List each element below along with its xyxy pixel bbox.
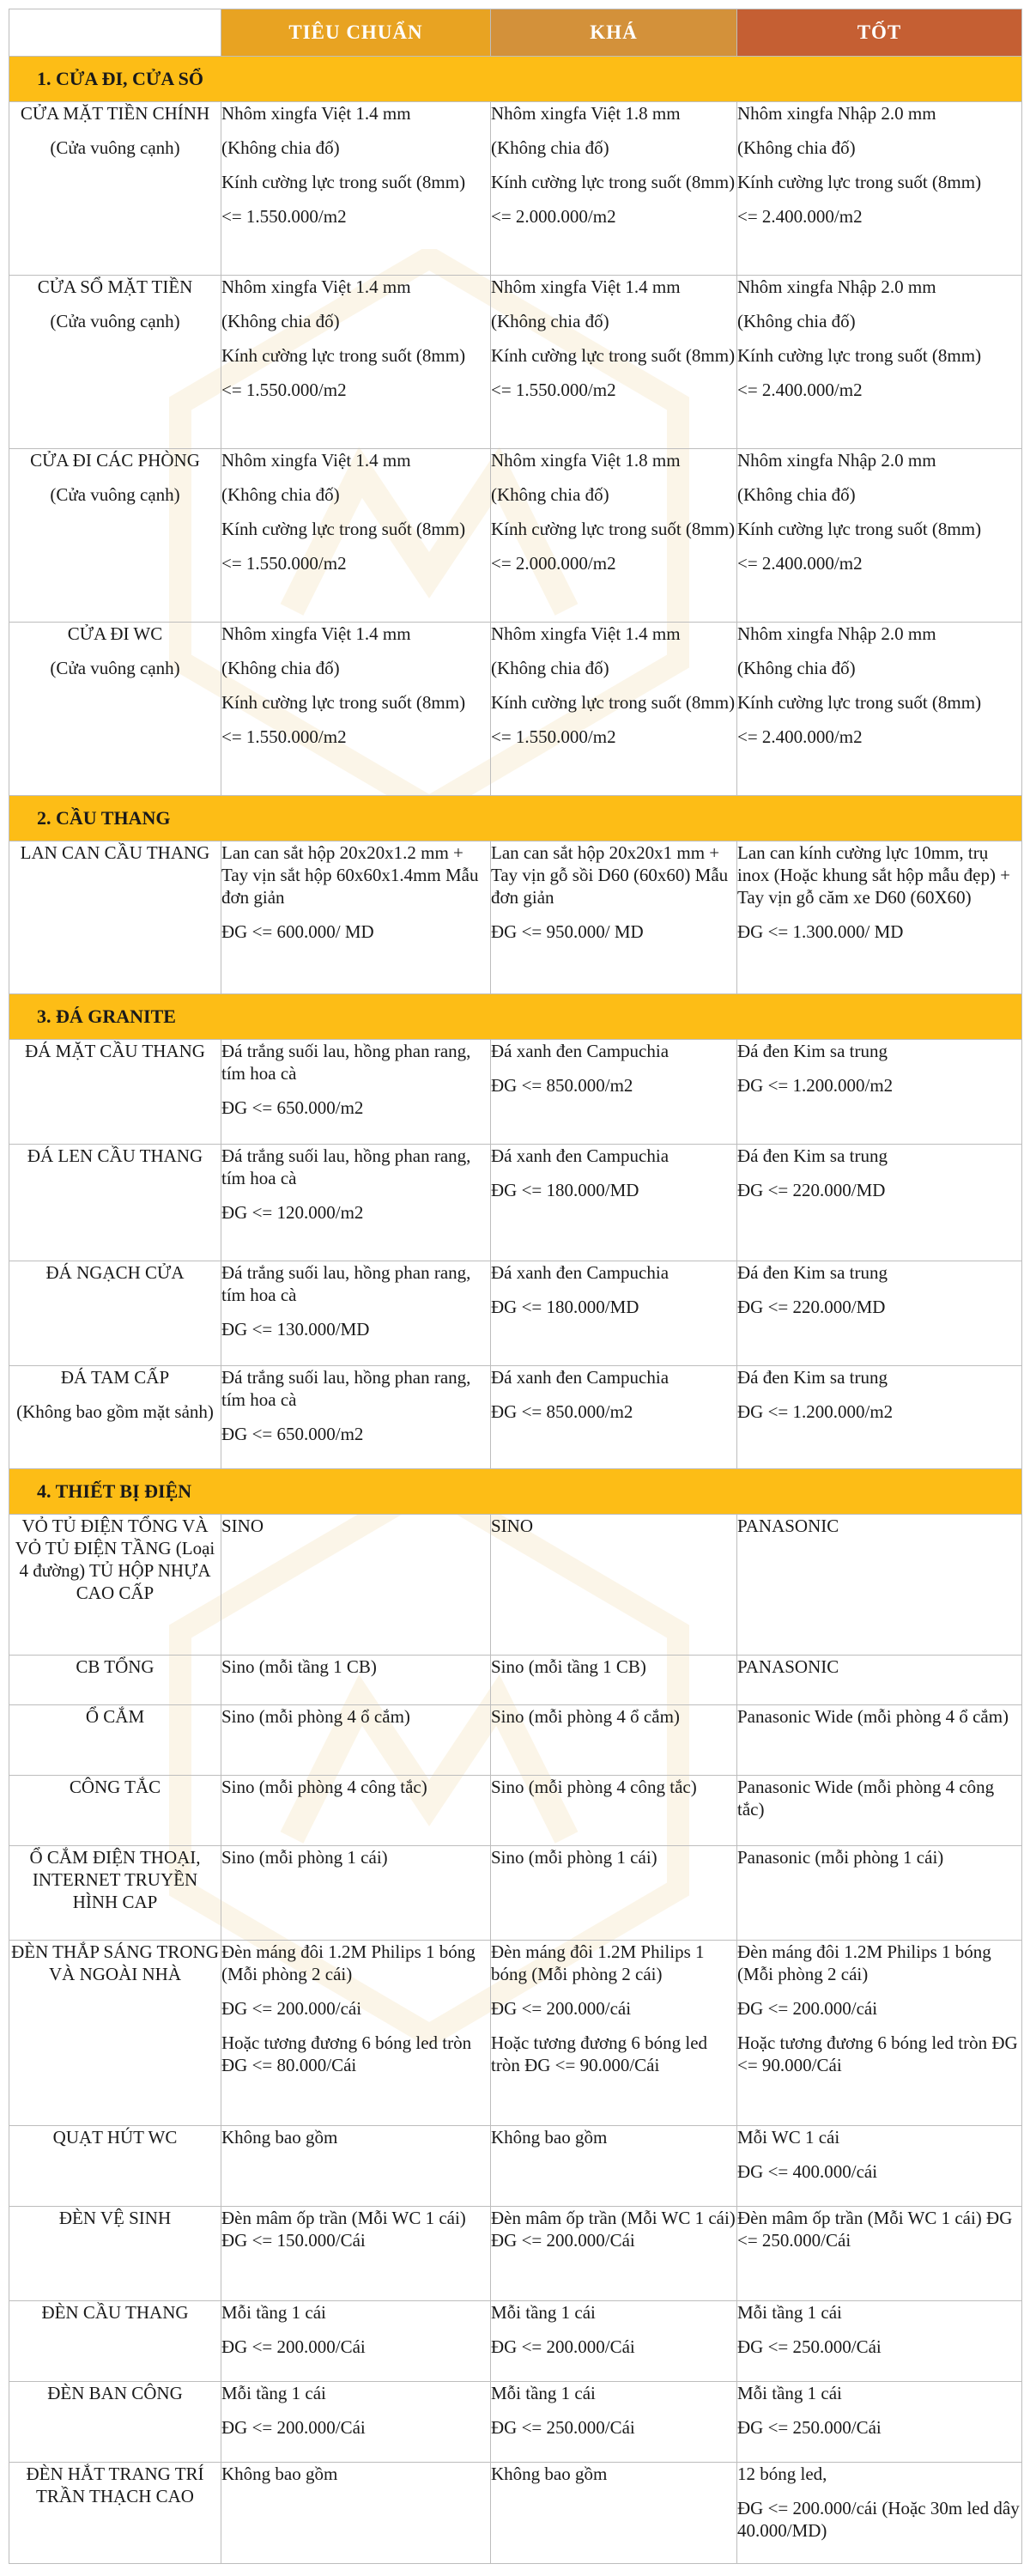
cell-tieu-chuan — [221, 2207, 491, 2301]
table-row — [9, 2301, 1022, 2382]
cell-line: (Không chia đố) — [491, 658, 609, 678]
table-row — [9, 1040, 1022, 1145]
cell-line: (Không chia đố) — [221, 658, 340, 678]
cell-line: Nhôm xingfa Nhập 2.0 mm — [737, 450, 936, 471]
cell-line: Đá đen Kim sa trung — [737, 1262, 888, 1283]
cell-line: 12 bóng led, — [737, 2464, 827, 2484]
table-row — [9, 1776, 1022, 1846]
cell-line: (Không chia đố) — [737, 484, 856, 505]
cell-kha — [491, 1515, 737, 1656]
row-label-cell — [9, 1656, 221, 1705]
cell-line: ĐG <= 120.000/m2 — [221, 1202, 364, 1223]
spec-body — [9, 57, 1022, 2564]
section-title: 2. CẦU THANG — [9, 796, 1022, 841]
row-sublabel: (Cửa vuông cạnh) — [50, 311, 180, 331]
section-title: 1. CỬA ĐI, CỬA SỔ — [9, 57, 1022, 102]
cell-line: ĐG <= 200.000/cái — [491, 1998, 632, 2019]
table-row — [9, 2382, 1022, 2463]
cell-line: ĐG <= 200.000/Cái — [221, 2336, 366, 2357]
row-label: ĐÁ LEN CẦU THANG — [27, 1145, 203, 1166]
cell-tot — [737, 623, 1022, 796]
row-label-cell — [9, 2463, 221, 2564]
cell-line: (Không chia đố) — [737, 658, 856, 678]
row-label: VỎ TỦ ĐIỆN TỔNG VÀ VỎ TỦ ĐIỆN TẦNG (Loại 4 đường) TỦ HỘP NHỰA CAO CẤP — [15, 1516, 215, 1603]
row-sublabel: (Cửa vuông cạnh) — [50, 137, 180, 158]
cell-tieu-chuan — [221, 2301, 491, 2382]
cell-kha — [491, 1705, 737, 1776]
cell-kha — [491, 276, 737, 449]
cell-line: <= 1.550.000/m2 — [221, 380, 347, 400]
cell-kha — [491, 2301, 737, 2382]
cell-line: <= 1.550.000/m2 — [491, 380, 616, 400]
cell-line: Kính cường lực trong suốt (8mm) — [221, 692, 466, 713]
cell-line: Đá đen Kim sa trung — [737, 1145, 888, 1166]
cell-tot — [737, 1366, 1022, 1469]
cell-tot — [737, 2382, 1022, 2463]
cell-line: ĐG <= 850.000/m2 — [491, 1075, 633, 1096]
table-row — [9, 1941, 1022, 2126]
cell-line: Kính cường lực trong suốt (8mm) — [491, 692, 736, 713]
row-label-cell — [9, 1846, 221, 1941]
cell-line: Kính cường lực trong suốt (8mm) — [737, 345, 982, 366]
cell-line: Lan can sắt hộp 20x20x1 mm + Tay vịn gỗ sồi D60 (60x60) Mẫu đơn giản — [491, 842, 729, 908]
cell-line: Sino (mỗi phòng 4 ổ cắm) — [491, 1706, 680, 1727]
row-label: CỬA ĐI WC — [67, 623, 163, 644]
cell-line: Đá xanh đen Campuchia — [491, 1262, 670, 1283]
row-label-cell — [9, 1515, 221, 1656]
cell-line: SINO — [491, 1516, 534, 1536]
cell-tieu-chuan — [221, 2463, 491, 2564]
cell-line: Mỗi tầng 1 cái — [221, 2383, 326, 2403]
table-row — [9, 1515, 1022, 1656]
cell-line: Đèn máng đôi 1.2M Philips 1 bóng (Mỗi phòng 2 cái) — [221, 1941, 476, 1984]
cell-line: Panasonic Wide (mỗi phòng 4 công tắc) — [737, 1777, 995, 1820]
cell-line: Không bao gồm — [491, 2464, 608, 2484]
cell-line: Đá xanh đen Campuchia — [491, 1145, 670, 1166]
cell-line: ĐG <= 1.300.000/ MD — [737, 921, 904, 942]
row-sublabel: (Cửa vuông cạnh) — [50, 658, 180, 678]
cell-line: ĐG <= 220.000/MD — [737, 1297, 886, 1317]
cell-line: Kính cường lực trong suốt (8mm) — [221, 345, 466, 366]
table-row — [9, 1656, 1022, 1705]
cell-line: (Không chia đố) — [221, 311, 340, 331]
row-label: Ổ CẮM — [85, 1706, 145, 1727]
cell-tieu-chuan — [221, 1705, 491, 1776]
row-label: ĐÈN HẮT TRANG TRÍ TRẦN THẠCH CAO — [26, 2464, 204, 2506]
cell-tot — [737, 102, 1022, 276]
cell-tot — [737, 1515, 1022, 1656]
cell-tot — [737, 2207, 1022, 2301]
row-label: CÔNG TẮC — [69, 1777, 161, 1797]
cell-line: (Không chia đố) — [221, 137, 340, 158]
cell-tieu-chuan — [221, 1776, 491, 1846]
row-label-cell — [9, 1040, 221, 1145]
cell-tieu-chuan — [221, 276, 491, 449]
cell-tieu-chuan — [221, 1261, 491, 1366]
cell-line: Panasonic Wide (mỗi phòng 4 ổ cắm) — [737, 1706, 1009, 1727]
table-row — [9, 841, 1022, 994]
cell-line: ĐG <= 650.000/m2 — [221, 1424, 364, 1444]
row-label: CỬA MẶT TIỀN CHÍNH — [20, 103, 210, 124]
cell-line: Sino (mỗi phòng 4 công tắc) — [491, 1777, 697, 1797]
row-label: ĐÁ MẶT CẦU THANG — [25, 1041, 205, 1061]
cell-line: Sino (mỗi phòng 1 cái) — [221, 1847, 388, 1868]
section-title: 4. THIẾT BỊ ĐIỆN — [9, 1469, 1022, 1515]
row-label-cell — [9, 623, 221, 796]
cell-line: Nhôm xingfa Nhập 2.0 mm — [737, 276, 936, 297]
row-label-cell — [9, 2207, 221, 2301]
cell-line: Đá xanh đen Campuchia — [491, 1041, 670, 1061]
cell-line: Sino (mỗi phòng 1 cái) — [491, 1847, 657, 1868]
cell-line: Đèn mâm ốp trần (Mỗi WC 1 cái) ĐG <= 250.000/Cái — [737, 2208, 1013, 2251]
cell-line: Nhôm xingfa Việt 1.4 mm — [491, 276, 681, 297]
cell-tieu-chuan — [221, 449, 491, 623]
cell-tieu-chuan — [221, 1145, 491, 1261]
row-label-cell — [9, 2382, 221, 2463]
cell-kha — [491, 1145, 737, 1261]
cell-line: Kính cường lực trong suốt (8mm) — [737, 692, 982, 713]
table-row — [9, 1261, 1022, 1366]
cell-kha — [491, 1941, 737, 2126]
row-label-cell — [9, 2301, 221, 2382]
cell-line: PANASONIC — [737, 1656, 839, 1677]
cell-line: Mỗi tầng 1 cái — [221, 2302, 326, 2323]
cell-tot — [737, 1040, 1022, 1145]
header-kha: KHÁ — [491, 9, 737, 57]
cell-line: ĐG <= 250.000/Cái — [737, 2336, 882, 2357]
cell-line: ĐG <= 650.000/m2 — [221, 1097, 364, 1118]
cell-line: <= 2.000.000/m2 — [491, 206, 616, 227]
cell-line: SINO — [221, 1516, 264, 1536]
cell-line: ĐG <= 600.000/ MD — [221, 921, 374, 942]
row-label-cell — [9, 2126, 221, 2207]
cell-line: <= 2.000.000/m2 — [491, 553, 616, 574]
cell-kha — [491, 1846, 737, 1941]
cell-line: Sino (mỗi phòng 4 công tắc) — [221, 1777, 427, 1797]
cell-line: Hoặc tương đương 6 bóng led tròn ĐG <= 90.000/Cái — [491, 2032, 708, 2075]
cell-line: ĐG <= 1.200.000/m2 — [737, 1401, 894, 1422]
cell-tot — [737, 1261, 1022, 1366]
cell-line: ĐG <= 1.200.000/m2 — [737, 1075, 894, 1096]
cell-line: ĐG <= 950.000/ MD — [491, 921, 644, 942]
row-label: LAN CAN CẦU THANG — [20, 842, 210, 863]
cell-line: Đá trắng suối lau, hồng phan rang, tím hoa cà — [221, 1262, 471, 1305]
cell-line: Không bao gồm — [221, 2464, 338, 2484]
section-title: 3. ĐÁ GRANITE — [9, 994, 1022, 1040]
cell-line: Đèn máng đôi 1.2M Philips 1 bóng (Mỗi phòng 2 cái) — [737, 1941, 991, 1984]
cell-line: Đá trắng suối lau, hồng phan rang, tím hoa cà — [221, 1367, 471, 1410]
section-header-row — [9, 1469, 1022, 1515]
table-row — [9, 623, 1022, 796]
cell-line: Lan can kính cường lực 10mm, trụ inox (Hoặc khung sắt hộp mẫu đẹp) + Tay vịn gỗ căm xe D60 (60X60) — [737, 842, 1011, 908]
header-blank — [9, 9, 221, 57]
cell-line: ĐG <= 180.000/MD — [491, 1180, 639, 1200]
cell-tieu-chuan — [221, 1941, 491, 2126]
cell-line: Nhôm xingfa Việt 1.4 mm — [491, 623, 681, 644]
cell-tot — [737, 276, 1022, 449]
cell-line: (Không chia đố) — [737, 137, 856, 158]
table-row — [9, 276, 1022, 449]
cell-line: Kính cường lực trong suốt (8mm) — [491, 519, 736, 539]
cell-kha — [491, 1776, 737, 1846]
cell-kha — [491, 1040, 737, 1145]
cell-line: Không bao gồm — [491, 2127, 608, 2148]
cell-tieu-chuan — [221, 102, 491, 276]
cell-tieu-chuan — [221, 1040, 491, 1145]
cell-line: Nhôm xingfa Nhập 2.0 mm — [737, 623, 936, 644]
cell-tieu-chuan — [221, 1846, 491, 1941]
cell-tot — [737, 1705, 1022, 1776]
row-label: CỬA SỔ MẶT TIỀN — [37, 276, 193, 297]
row-sublabel: (Không bao gồm mặt sảnh) — [16, 1401, 214, 1422]
cell-tot — [737, 1846, 1022, 1941]
cell-line: Sino (mỗi phòng 4 ổ cắm) — [221, 1706, 410, 1727]
cell-line: Mỗi tầng 1 cái — [737, 2302, 842, 2323]
cell-line: Đá đen Kim sa trung — [737, 1041, 888, 1061]
table-row — [9, 2207, 1022, 2301]
cell-kha — [491, 1656, 737, 1705]
cell-line: <= 2.400.000/m2 — [737, 380, 863, 400]
cell-line: <= 1.550.000/m2 — [221, 206, 347, 227]
row-label: ĐÈN CẦU THANG — [41, 2302, 189, 2323]
cell-tieu-chuan — [221, 1656, 491, 1705]
row-label: ĐÈN BAN CÔNG — [47, 2383, 183, 2403]
row-label: Ổ CẮM ĐIỆN THOẠI, INTERNET TRUYỀN HÌNH CAP — [29, 1847, 201, 1912]
row-label: ĐÈN VỆ SINH — [58, 2208, 172, 2228]
header-row — [9, 9, 1022, 57]
spec-table — [9, 9, 1022, 2564]
cell-line: Mỗi tầng 1 cái — [491, 2302, 596, 2323]
row-label-cell — [9, 1261, 221, 1366]
cell-line: Đá xanh đen Campuchia — [491, 1367, 670, 1388]
row-label: QUẠT HÚT WC — [52, 2127, 178, 2148]
cell-line: Hoặc tương đương 6 bóng led tròn ĐG <= 90.000/Cái — [737, 2032, 1018, 2075]
table-row — [9, 102, 1022, 276]
section-header-row — [9, 994, 1022, 1040]
row-label: CB TỔNG — [76, 1656, 154, 1677]
cell-line: ĐG <= 200.000/Cái — [491, 2336, 635, 2357]
cell-tot — [737, 1776, 1022, 1846]
cell-line: Nhôm xingfa Việt 1.8 mm — [491, 450, 681, 471]
row-label-cell — [9, 1366, 221, 1469]
cell-tot — [737, 449, 1022, 623]
cell-line: (Không chia đố) — [491, 137, 609, 158]
cell-line: (Không chia đố) — [491, 484, 609, 505]
row-label: CỬA ĐI CÁC PHÒNG — [30, 450, 200, 471]
cell-line: Đèn máng đôi 1.2M Philips 1 bóng (Mỗi phòng 2 cái) — [491, 1941, 705, 1984]
row-label: ĐÈN THẮP SÁNG TRONG VÀ NGOÀI NHÀ — [11, 1941, 219, 1984]
table-row — [9, 2463, 1022, 2564]
cell-line: Panasonic (mỗi phòng 1 cái) — [737, 1847, 944, 1868]
cell-kha — [491, 1366, 737, 1469]
header-tieu-chuan: TIÊU CHUẨN — [221, 9, 491, 57]
cell-line: Đá trắng suối lau, hồng phan rang, tím hoa cà — [221, 1041, 471, 1084]
cell-tot — [737, 2126, 1022, 2207]
cell-line: ĐG <= 200.000/cái — [221, 1998, 362, 2019]
cell-line: ĐG <= 850.000/m2 — [491, 1401, 633, 1422]
cell-line: ĐG <= 130.000/MD — [221, 1319, 370, 1340]
cell-line: Nhôm xingfa Nhập 2.0 mm — [737, 103, 936, 124]
cell-kha — [491, 2463, 737, 2564]
cell-line: <= 1.550.000/m2 — [221, 726, 347, 747]
cell-line: Kính cường lực trong suốt (8mm) — [221, 519, 466, 539]
cell-kha — [491, 2126, 737, 2207]
table-row — [9, 449, 1022, 623]
cell-line: Mỗi tầng 1 cái — [737, 2383, 842, 2403]
row-label: ĐÁ TAM CẤP — [60, 1367, 170, 1388]
cell-line: Lan can sắt hộp 20x20x1.2 mm + Tay vịn sắt hộp 60x60x1.4mm Mẫu đơn giản — [221, 842, 479, 908]
cell-line: Nhôm xingfa Việt 1.4 mm — [221, 623, 411, 644]
row-label-cell — [9, 1776, 221, 1846]
table-row — [9, 2126, 1022, 2207]
row-label-cell — [9, 449, 221, 623]
cell-line: ĐG <= 180.000/MD — [491, 1297, 639, 1317]
cell-line: Nhôm xingfa Việt 1.4 mm — [221, 450, 411, 471]
section-header-row — [9, 796, 1022, 841]
cell-kha — [491, 1261, 737, 1366]
cell-tieu-chuan — [221, 2382, 491, 2463]
cell-line: PANASONIC — [737, 1516, 839, 1536]
cell-line: <= 1.550.000/m2 — [491, 726, 616, 747]
cell-tot — [737, 1145, 1022, 1261]
cell-line: Sino (mỗi tầng 1 CB) — [491, 1656, 646, 1677]
header-tot: TỐT — [737, 9, 1022, 57]
cell-kha — [491, 2207, 737, 2301]
cell-line: Kính cường lực trong suốt (8mm) — [737, 519, 982, 539]
cell-line: Sino (mỗi tầng 1 CB) — [221, 1656, 377, 1677]
cell-line: ĐG <= 220.000/MD — [737, 1180, 886, 1200]
cell-line: ĐG <= 200.000/Cái — [221, 2417, 366, 2438]
row-label-cell — [9, 1145, 221, 1261]
row-label: ĐÁ NGẠCH CỬA — [45, 1262, 185, 1283]
cell-tieu-chuan — [221, 841, 491, 994]
table-row — [9, 1366, 1022, 1469]
cell-tieu-chuan — [221, 1515, 491, 1656]
cell-line: (Không chia đố) — [491, 311, 609, 331]
cell-line: Kính cường lực trong suốt (8mm) — [491, 172, 736, 192]
row-sublabel: (Cửa vuông cạnh) — [50, 484, 180, 505]
cell-kha — [491, 102, 737, 276]
cell-tieu-chuan — [221, 1366, 491, 1469]
table-row — [9, 1846, 1022, 1941]
table-row — [9, 1145, 1022, 1261]
cell-line: ĐG <= 400.000/cái — [737, 2161, 878, 2182]
table-row — [9, 1705, 1022, 1776]
cell-line: Hoặc tương đương 6 bóng led tròn ĐG <= 80.000/Cái — [221, 2032, 472, 2075]
cell-line: Đá trắng suối lau, hồng phan rang, tím hoa cà — [221, 1145, 471, 1188]
cell-line: Mỗi WC 1 cái — [737, 2127, 840, 2148]
cell-line: <= 1.550.000/m2 — [221, 553, 347, 574]
cell-line: <= 2.400.000/m2 — [737, 553, 863, 574]
row-label-cell — [9, 276, 221, 449]
cell-line: Mỗi tầng 1 cái — [491, 2383, 596, 2403]
cell-tieu-chuan — [221, 623, 491, 796]
cell-kha — [491, 2382, 737, 2463]
section-header-row — [9, 57, 1022, 102]
cell-line: Nhôm xingfa Việt 1.8 mm — [491, 103, 681, 124]
cell-line: ĐG <= 200.000/cái (Hoặc 30m led dây 40.000/MD) — [737, 2498, 1020, 2541]
cell-tot — [737, 841, 1022, 994]
row-label-cell — [9, 102, 221, 276]
row-label-cell — [9, 1705, 221, 1776]
cell-kha — [491, 841, 737, 994]
cell-line: ĐG <= 200.000/cái — [737, 1998, 878, 2019]
cell-line: Kính cường lực trong suốt (8mm) — [221, 172, 466, 192]
cell-tieu-chuan — [221, 2126, 491, 2207]
cell-line: Không bao gồm — [221, 2127, 338, 2148]
cell-tot — [737, 2301, 1022, 2382]
cell-line: Đèn mâm ốp trần (Mỗi WC 1 cái) ĐG <= 200.000/Cái — [491, 2208, 736, 2251]
cell-line: <= 2.400.000/m2 — [737, 206, 863, 227]
cell-line: Nhôm xingfa Việt 1.4 mm — [221, 103, 411, 124]
cell-line: <= 2.400.000/m2 — [737, 726, 863, 747]
cell-line: Đá đen Kim sa trung — [737, 1367, 888, 1388]
cell-line: Kính cường lực trong suốt (8mm) — [491, 345, 736, 366]
cell-line: ĐG <= 250.000/Cái — [491, 2417, 635, 2438]
cell-kha — [491, 449, 737, 623]
cell-line: ĐG <= 250.000/Cái — [737, 2417, 882, 2438]
cell-line: (Không chia đố) — [221, 484, 340, 505]
cell-line: Nhôm xingfa Việt 1.4 mm — [221, 276, 411, 297]
cell-tot — [737, 2463, 1022, 2564]
cell-tot — [737, 1656, 1022, 1705]
row-label-cell — [9, 1941, 221, 2126]
cell-line: (Không chia đố) — [737, 311, 856, 331]
row-label-cell — [9, 841, 221, 994]
cell-line: Đèn mâm ốp trần (Mỗi WC 1 cái) ĐG <= 150.000/Cái — [221, 2208, 466, 2251]
cell-line: Kính cường lực trong suốt (8mm) — [737, 172, 982, 192]
cell-kha — [491, 623, 737, 796]
cell-tot — [737, 1941, 1022, 2126]
